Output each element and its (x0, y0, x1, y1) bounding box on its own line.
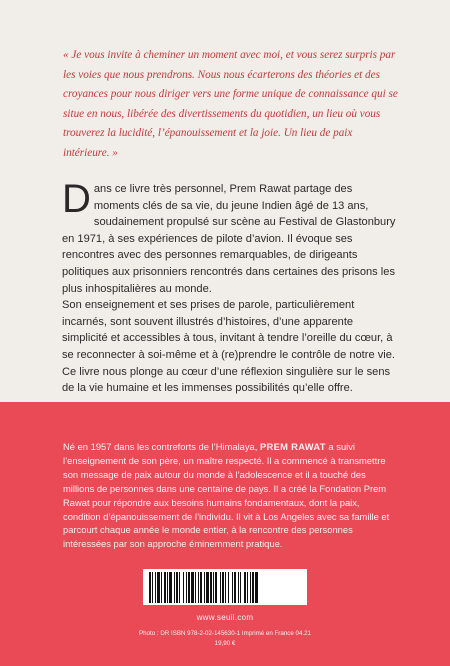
barcode-graphic (149, 572, 301, 603)
summary-paragraph-1 (62, 177, 398, 297)
barcode-bar (176, 572, 178, 603)
barcode-bar (238, 572, 239, 603)
summary-paragraph-1-text: ans ce livre très personnel, Prem Rawat partage des moments clés de sa vie, du jeune Indien âgé de 13 ans, soudainement propulsé sur scène au Festival de Glastonbury en 1971, à ses expériences de pilote d’avion. Il évoque ses rencontres avec des personnes remarquables, de dirigeants politiques aux prisonniers rencontrés dans certaines des prisons les plus inhospitalières au monde. (62, 183, 396, 295)
price: 19,90 € (214, 640, 236, 647)
barcode-bar (228, 572, 229, 603)
barcode-bar (200, 572, 202, 603)
barcode-bar (234, 572, 236, 603)
barcode-bar (204, 572, 205, 603)
author-name: PREM RAWAT (259, 441, 326, 452)
barcode-bar (222, 572, 224, 603)
bio-intro: Né en 1957 dans les contreforts de l’Himalaya, (63, 441, 260, 452)
author-bio (63, 440, 395, 551)
barcode-bar (244, 572, 246, 603)
barcode-bar (240, 572, 241, 603)
barcode-bar (215, 572, 217, 603)
barcode-bar (164, 572, 166, 603)
barcode-bar (210, 572, 212, 603)
publisher-url: www.seuil.com (196, 613, 254, 622)
barcode-bar (179, 572, 180, 603)
barcode-bar (195, 572, 196, 603)
barcode-bar (186, 572, 187, 603)
barcode-bar (198, 572, 199, 603)
barcode-bar (149, 572, 151, 603)
barcode-bar (252, 572, 254, 603)
barcode-bar (157, 572, 160, 603)
barcode-bar (188, 572, 190, 603)
barcode-bar (225, 572, 226, 603)
drop-cap: D (62, 177, 91, 221)
barcode-bar (220, 572, 221, 603)
barcode-bar (232, 572, 233, 603)
barcode-bar (174, 572, 175, 603)
barcode-bar (247, 572, 248, 603)
barcode-bar (183, 572, 184, 603)
bio-text: a suivi l’enseignement de son père, un maître respecté. Il a commencé à transmettre son message de paix autour du monde à l’adolescence et il a touché des millions de personnes dans une centaine de pays. Il a créé la Fondation Prem Rawat pour répondre aux besoins humains fondamentaux, dont la paix, condition d’épanouissement de l’individu. Il vit à Los Angeles avec sa famille et parcourt chaque année le monde entier, à la rencontre des personnes intéressées par son approche éminemment pratique. (63, 441, 390, 550)
author-quote: « Je vous invite à cheminer un moment avec moi, et vous serez surpris par les voies que nous prendrons. Nous nous écarterons des théories et des croyances pour nous diriger vers une forme unique de connaissance qui se situe en nous, libérée des divertissements du quotidien, un lieu où vous trouverez la lucidité, l’épanouissement et la joie. Un lieu de paix intérieure. » (63, 49, 398, 159)
barcode-bar (206, 572, 209, 603)
book-summary (62, 177, 398, 397)
barcode-bar (191, 572, 194, 603)
barcode-bar (152, 572, 153, 603)
barcode-bar (213, 572, 214, 603)
barcode-bar (250, 572, 251, 603)
barcode-bar (167, 572, 168, 603)
legal-line: Photo : DR ISBN 978-2-02-145630-1 Imprimé en France 04.21 (139, 630, 311, 637)
barcode-bar (169, 572, 172, 603)
summary-paragraph-2: Son enseignement et ses prises de parole, particulièrement incarnés, sont souvent illustrés d’histoires, d’une apparente simplicité et accessibles à tous, invitant à tendre l’oreille du cœur, à se reconnecter à soi-même et à (re)prendre le contrôle de notre vie. (62, 299, 395, 361)
barcode-bar (155, 572, 156, 603)
barcode-bar (255, 572, 258, 603)
barcode (143, 569, 307, 605)
summary-paragraph-3: Ce livre nous plonge au cœur d’une réflexion singulière sur le sens de la vie humaine et les immenses possibilités qu’elle offre. (62, 365, 391, 395)
barcode-bar (161, 572, 162, 603)
